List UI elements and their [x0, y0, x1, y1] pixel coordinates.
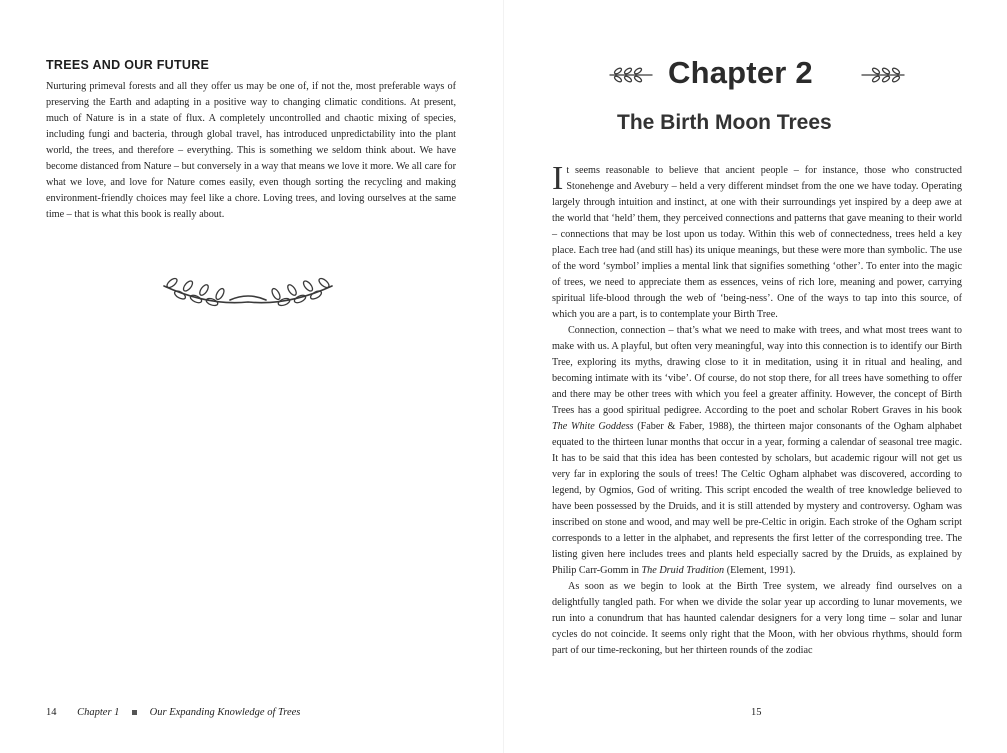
drop-cap: I [552, 160, 564, 197]
sprig-left-icon [608, 67, 654, 83]
chapter-title: Chapter 2 [668, 55, 813, 90]
right-paragraph-3: As soon as we begin to look at the Birth Tree system, we already find ourselves on a delightfully tangled path. For when we divide the solar year up according to lunar movements, we run into a conundrum that has haunted calendar designers for a very long time – solar and lunar cycles do not coincide. It seems only right that the Moon, with her obvious rhythms, should form part of our time-reckoning, but her thirteen rounds of the zodiac [552, 581, 962, 656]
paragraph-1-text: t seems reasonable to believe that ancient people – for instance, those who constructed Stonehenge and Avebury – held a very different mindset from the one we have today. Operating largely through intuition and instinct, at one with their surroundings yet inspired by a deep awe at the world that ‘held’ them, they perceived connections and patterns that gave meaning to their world – connections that may be lost upon us today. Within this web of connectedness, trees held a key place. Each tree had (and still has) its unique meanings, but these were more than symbolic. The use of the word ‘symbol’ implies a mental link that signifies something ‘other’. To enter into the magic of trees, we need to appreciate them as essences, veins of rich lore, meaning and power, carrying spiritual life-blood through the web of ‘being-ness’. One of the ways to tap into this source, of which you are a part, is to contemplate your Birth Tree. [552, 165, 962, 320]
left-body-paragraph: Nurturing primeval forests and all they offer us may be one of, if not the, most preferable ways of preserving the Earth and adapting in a positive way to changing climatic conditions. At present, much of Nature is in a state of flux. A completely uncontrolled and chaotic mixing of species, including fungi and bacteria, through global travel, has introduced unpredictability into the plant world, the trees, and therefore – everything. This is something we seldom think about. We have become distanced from Nature – but conversely in a way that means we love it more. We all care for what we love, and love for Nature comes easily, even though sorting the recycling and making environment-friendly choices may feel like a chore. Loving trees, and loving ourselves at the same time – that is what this book is really about. [46, 81, 456, 220]
right-body [552, 160, 962, 659]
paragraph-2-text-c: (Element, 1991). [724, 565, 796, 576]
left-page-number: 14 [46, 707, 57, 718]
chapter-subtitle: The Birth Moon Trees [617, 111, 832, 134]
folio-separator [132, 710, 137, 715]
book-title-druid-tradition: The Druid Tradition [641, 565, 725, 576]
right-paragraph-1 [552, 160, 962, 323]
section-heading: TREES AND OUR FUTURE [46, 58, 210, 72]
right-page-number: 15 [751, 707, 762, 718]
book-title-white-goddess: The White Goddess [552, 421, 634, 432]
running-title: Our Expanding Knowledge of Trees [149, 707, 301, 718]
left-folio [46, 707, 300, 718]
laurel-divider-icon [158, 270, 338, 314]
left-page [0, 0, 503, 753]
sprig-right-icon [860, 67, 906, 83]
right-paragraph-2 [552, 323, 962, 579]
paragraph-2-text-b: (Faber & Faber, 1988), the thirteen major consonants of the Ogham alphabet equated to the thirteen lunar months that occur in a year, forming a calendar of seasonal tree magic. It has to be said that this idea has been contested by scholars, but academic rigour will not get us very far in exploring the souls of trees! The Celtic Ogham alphabet was discovered, according to legend, by Ogmios, God of writing. This script encoded the wealth of tree knowledge believed to have been possessed by the Druids, and it is still attended by mystery and controversy. Ogham was inscribed on stone and wood, and may well be pre-Celtic in origin. Each stroke of the Ogham script corresponds to a letter in the alphabet, and represents the first letter of the corresponding tree. The listing given here includes trees and plants held especially sacred by the Druids, as explained by Philip Carr-Gomm in [552, 421, 962, 576]
running-chapter: Chapter 1 [77, 707, 120, 718]
paragraph-2-text-a: Connection, connection – that’s what we need to make with trees, and what most trees want to make with us. A playful, but often very meaningful, way into this connection is to identify our Birth Tree, exploring its myths, drawing close to it in meditation, using it in ritual and healing, and becoming intimate with its ‘vibe’. Of course, do not stop there, for all trees have something to offer and there may be other trees with which you feel a greater affinity. However, the concept of Birth Trees has a good spiritual pedigree. According to the poet and scholar Robert Graves in his book [552, 325, 962, 416]
